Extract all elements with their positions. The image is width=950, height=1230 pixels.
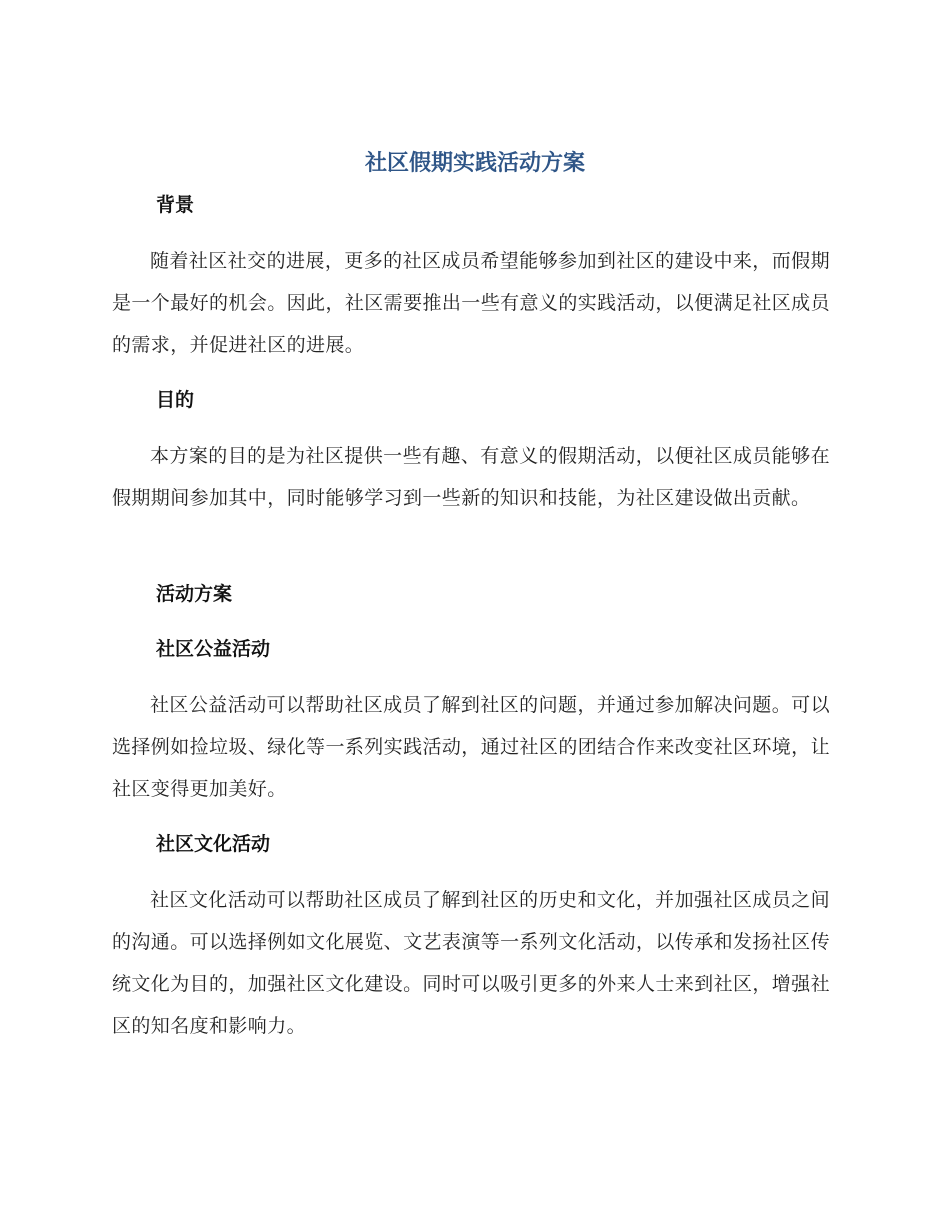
section-heading-activity-plan: 活动方案 [156, 583, 233, 605]
section-heading-public-welfare: 社区公益活动 [156, 638, 271, 660]
document-title: 社区假期实践活动方案 [364, 151, 585, 176]
section-paragraph-background: 随着社区社交的进展，更多的社区成员希望能够参加到社区的建设中来，而假期是一个最好的机会。因此，社区需要推出一些有意义的实践活动，以便满足社区成员的需求，并促进社区的进展。 [112, 250, 830, 356]
section-paragraph-purpose: 本方案的目的是为社区提供一些有趣、有意义的假期活动，以便社区成员能够在假期期间参加其中，同时能够学习到一些新的知识和技能，为社区建设做出贡献。 [112, 445, 830, 509]
section-heading-purpose: 目的 [156, 389, 195, 411]
section-paragraph-public-welfare: 社区公益活动可以帮助社区成员了解到社区的问题，并通过参加解决问题。可以选择例如捡垃圾、绿化等一系列实践活动，通过社区的团结合作来改变社区环境，让社区变得更加美好。 [112, 694, 830, 800]
section-paragraph-culture: 社区文化活动可以帮助社区成员了解到社区的历史和文化，并加强社区成员之间的沟通。可以选择例如文化展览、文艺表演等一系列文化活动，以传承和发扬社区传统文化为目的，加强社区文化建设。同时可以吸引更多的外来人士来到社区，增强社区的知名度和影响力。 [112, 889, 830, 1037]
section-heading-culture: 社区文化活动 [156, 833, 271, 855]
section-heading-background: 背景 [156, 194, 195, 216]
